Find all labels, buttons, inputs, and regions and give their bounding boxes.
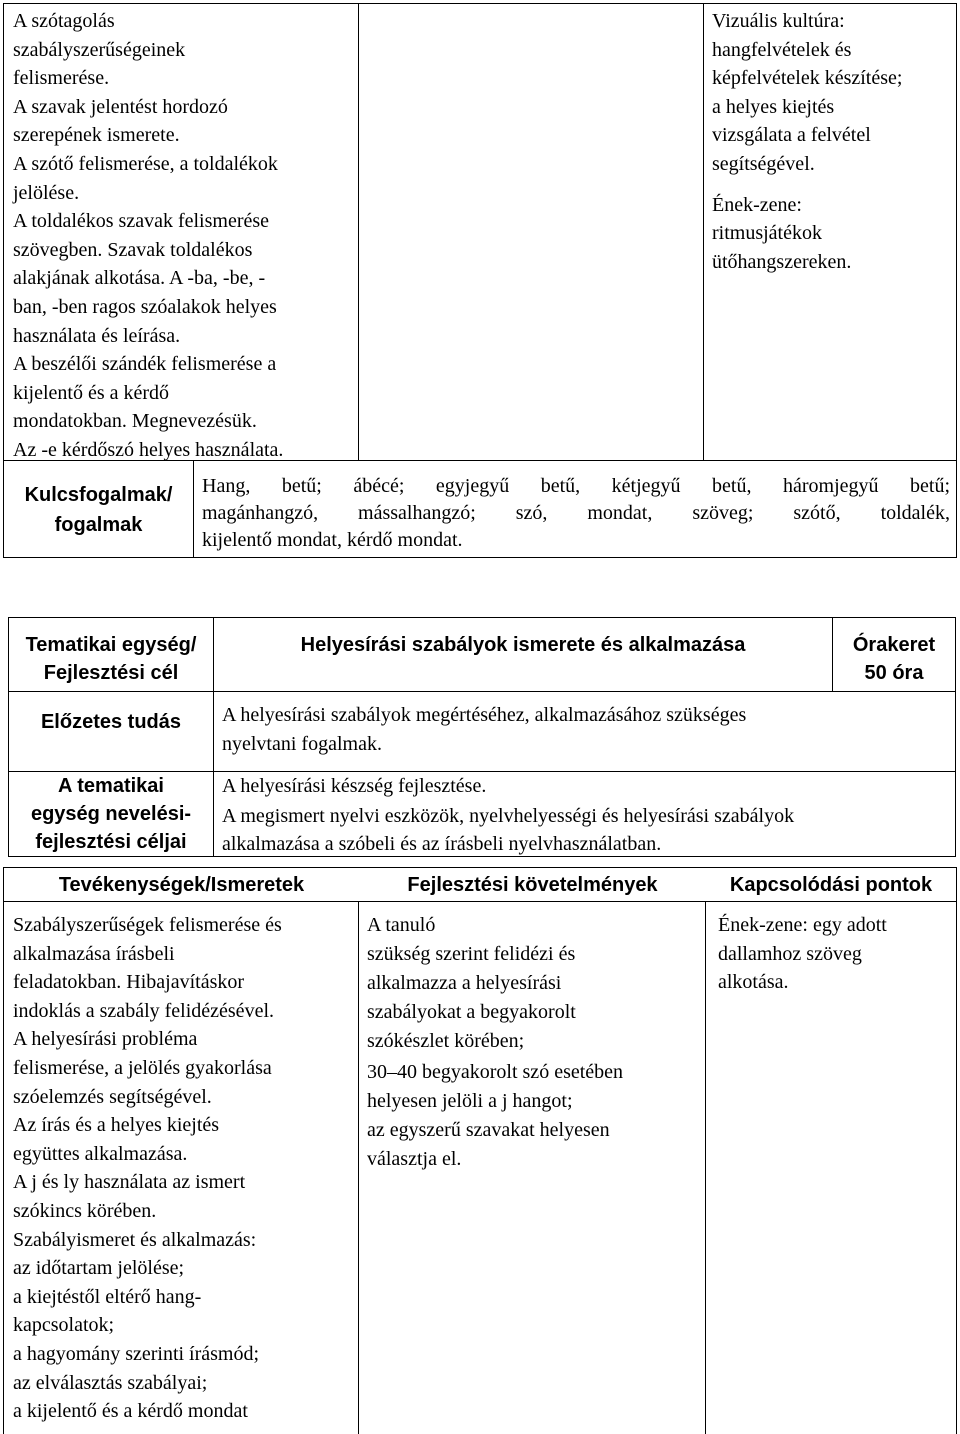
prior-knowledge-line: A helyesírási szabályok megértéséhez, alkalmazásához szükséges: [222, 704, 747, 726]
activity-line: A j és ly használata az ismert: [13, 1171, 246, 1194]
knowledge-line: A toldalékos szavak felismerése: [13, 210, 270, 233]
unit-label-line: Tematikai egység/: [25, 634, 197, 656]
prior-knowledge-row: [9, 692, 955, 772]
prior-knowledge-text: [214, 692, 955, 771]
requirements-cell: [359, 902, 706, 1434]
goals-label: [9, 772, 214, 856]
key-concepts-label: [4, 461, 194, 557]
connection-music: [712, 191, 956, 277]
activity-line: feladatokban. Hibajavításkor: [13, 971, 245, 994]
prior-knowledge-line: nyelvtani fogalmak.: [222, 732, 382, 755]
requirement-line: 30–40 begyakorolt szó esetében: [367, 1061, 624, 1083]
hours-value: 50 óra: [864, 662, 924, 684]
knowledge-line: mondatokban. Megnevezésük.: [13, 410, 257, 433]
unit-title-row: [9, 618, 955, 692]
knowledge-line: jelölése.: [13, 181, 80, 204]
connection-line: képfelvételek készítése;: [712, 67, 903, 90]
goals-text: [214, 772, 955, 856]
goals-label-line: A tematikai: [58, 775, 164, 797]
knowledge-line: A beszélői szándék felismerése a: [13, 353, 277, 376]
key-concepts-label-line: fogalmak: [54, 514, 143, 536]
connection-line: Ének-zene:: [712, 193, 802, 216]
activity-line: az időtartam jelölése;: [13, 1257, 185, 1280]
header-activities: Tevékenységek/Ismeretek: [58, 874, 305, 896]
unit-title: Helyesírási szabályok ismerete és alkalmazása: [214, 618, 833, 691]
goals-line: A megismert nyelvi eszközök, nyelvhelyességi és helyesírási szabályok: [222, 804, 795, 827]
requirement-line: szókészlet körében;: [367, 1030, 525, 1052]
activity-line: Az írás és a helyes kiejtés: [13, 1114, 220, 1137]
connections-cell: [706, 902, 956, 1434]
connection-line: ritmusjátékok: [712, 222, 822, 245]
activity-line: az elválasztás szabályai;: [13, 1371, 208, 1394]
knowledge-line: alakjának alkotása. A -ba, -be, -: [13, 267, 266, 290]
knowledge-line: felismerése.: [13, 67, 110, 90]
activity-line: a hagyomány szerinti írásmód;: [13, 1342, 260, 1365]
requirement-line: alkalmazza a helyesírási: [367, 972, 562, 994]
requirement-line: az egyszerű szavakat helyesen: [367, 1119, 610, 1141]
connection-line: dallamhoz szöveg: [718, 942, 862, 965]
empty-cell: [359, 4, 704, 460]
connection-line: alkotása.: [718, 971, 789, 994]
activity-line: Szabályismeret és alkalmazás:: [13, 1228, 257, 1251]
key-concepts-line: Hang, betű; ábécé; egyjegyű betű, kétjegyű betű, háromjegyű betű;: [202, 475, 950, 497]
connection-line: vizsgálata a felvétel: [712, 124, 871, 147]
requirement-line: helyesen jelöli a j hangot;: [367, 1090, 573, 1112]
connection-line: a helyes kiejtés: [712, 95, 835, 118]
goals-line: alkalmazása a szóbeli és az írásbeli nyelvhasználatban.: [222, 833, 662, 856]
activity-line: indoklás a szabály felidézésével.: [13, 999, 274, 1022]
unit-label-line: Fejlesztési cél: [43, 662, 179, 684]
knowledge-line: szerepének ismerete.: [13, 124, 180, 147]
activity-line: a kiejtéstől eltérő hang-: [13, 1285, 202, 1308]
goals-line: A helyesírási készség fejlesztése.: [222, 775, 487, 797]
goals-row: [9, 772, 955, 856]
connection-visual-culture: [712, 7, 956, 179]
unit-label: [9, 618, 214, 691]
knowledge-line: használata és leírása.: [13, 324, 181, 347]
key-concepts-row: [4, 461, 956, 557]
knowledge-line: szövegben. Szavak toldalékos: [13, 238, 253, 261]
key-concepts-line: magánhangzó, mássalhangzó; szó, mondat, szöveg; szótő, toldalék,: [202, 502, 950, 524]
knowledge-line: szabályszerűségeinek: [13, 38, 186, 61]
knowledge-line: A szótő felismerése, a toldalékok: [13, 152, 278, 175]
unit-table: [8, 617, 956, 857]
hours-cell: [833, 618, 955, 691]
connections-cell: [704, 4, 956, 460]
top-table: [3, 3, 957, 558]
requirement-line: választja el.: [367, 1148, 462, 1170]
connection-line: Ének-zene: egy adott: [718, 914, 887, 936]
knowledge-line: A szótagolás: [13, 10, 115, 32]
activity-line: együttes alkalmazása.: [13, 1142, 188, 1165]
header-connections: Kapcsolódási pontok: [729, 874, 933, 896]
top-table-row: [4, 4, 956, 461]
activity-line: kapcsolatok;: [13, 1314, 115, 1337]
activities-header-row: [4, 868, 956, 902]
key-concepts-text: [194, 461, 956, 557]
knowledge-line: kijelentő és a kérdő: [13, 381, 170, 404]
connection-line: segítségével.: [712, 152, 815, 175]
goals-label-line: egység nevelési-: [30, 803, 192, 825]
connection-line: Vizuális kultúra:: [712, 10, 845, 32]
requirement-line: szabályokat a begyakorolt: [367, 1001, 576, 1023]
goals-label-line: fejlesztési céljai: [35, 831, 187, 853]
prior-knowledge-label: Előzetes tudás: [9, 692, 214, 771]
key-concepts-label-line: Kulcsfogalmak/: [24, 484, 173, 506]
activity-line: A helyesírási probléma: [13, 1028, 198, 1051]
activity-line: szókincs körében.: [13, 1199, 157, 1222]
header-requirements: Fejlesztési követelmények: [407, 874, 658, 896]
connection-line: ütőhangszereken.: [712, 250, 852, 273]
knowledge-cell: [4, 4, 359, 460]
activity-line: a kijelentő és a kérdő mondat: [13, 1400, 248, 1423]
activities-table: [3, 867, 957, 1434]
activity-line: szóelemzés segítségével.: [13, 1085, 212, 1108]
hours-label: Órakeret: [852, 634, 936, 656]
activities-cell: [4, 902, 359, 1434]
activity-line: felismerése, a jelölés gyakorlása: [13, 1056, 272, 1079]
connection-line: hangfelvételek és: [712, 38, 852, 61]
knowledge-line: ban, -ben ragos szóalakok helyes: [13, 295, 277, 318]
activity-line: Szabályszerűségek felismerése és: [13, 914, 282, 936]
knowledge-line: Az -e kérdőszó helyes használata.: [13, 438, 284, 461]
key-concepts-line: kijelentő mondat, kérdő mondat.: [202, 529, 463, 551]
requirement-line: A tanuló: [367, 914, 436, 936]
requirement-line: szükség szerint felidézi és: [367, 943, 576, 965]
activity-line: alkalmazása írásbeli: [13, 942, 175, 965]
knowledge-line: A szavak jelentést hordozó: [13, 95, 228, 118]
